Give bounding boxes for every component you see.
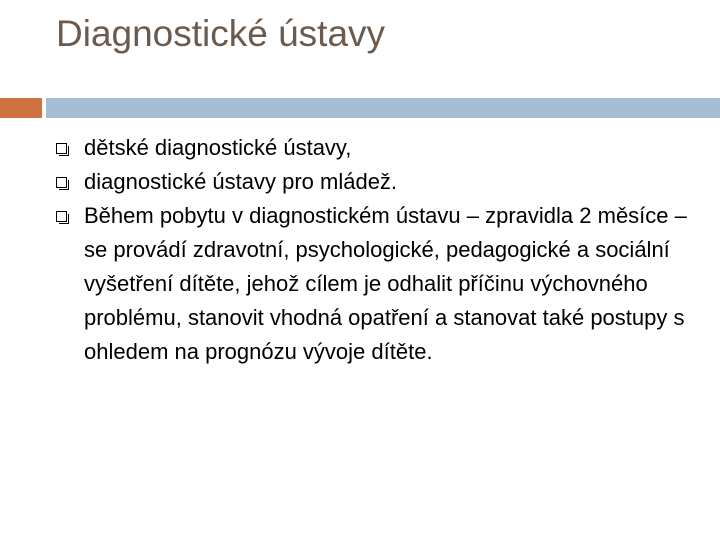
bullet-item [56, 165, 696, 199]
title-divider-bar [46, 98, 720, 118]
bullet-item [56, 199, 696, 369]
bullet-text: Během pobytu v diagnostickém ústavu – zpravidla 2 měsíce – se provádí zdravotní, psychologické, pedagogické a sociální vyšetření dítěte, jehož cílem je odhalit příčinu výchovného problému, stanovit vhodná opatření a stanovat také postupy s ohledem na prognózu vývoje dítěte. [84, 203, 687, 364]
bullet-text: diagnostické ústavy pro mládež. [84, 169, 398, 194]
bullet-text: dětské diagnostické ústavy, [84, 135, 352, 160]
title-accent-bar [0, 98, 42, 118]
bullet-item [56, 131, 696, 165]
square-bullet-icon [56, 143, 67, 154]
bullet-list [56, 131, 696, 369]
square-bullet-icon [56, 177, 67, 188]
slide-title: Diagnostické ústavy [56, 13, 386, 54]
square-bullet-icon [56, 211, 67, 222]
